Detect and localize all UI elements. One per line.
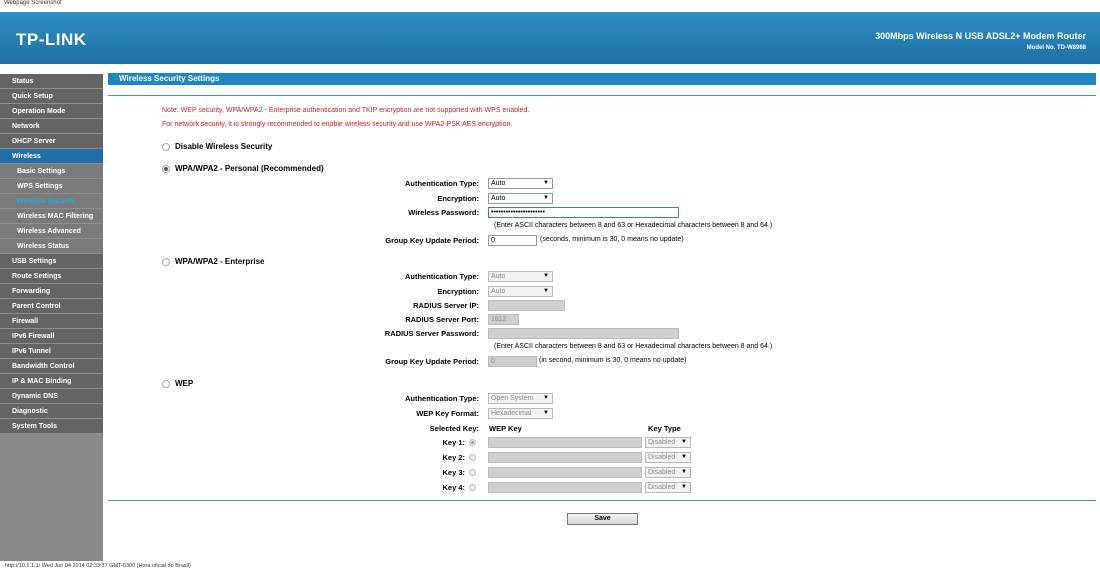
- sidebar-item-operation-mode[interactable]: Operation Mode: [0, 104, 103, 119]
- key2-label: Key 2:: [442, 453, 465, 462]
- enterprise-auth-label: Authentication Type:: [404, 272, 479, 281]
- personal-gk-label: Group Key Update Period:: [385, 236, 479, 245]
- wep-auth-label: Authentication Type:: [404, 394, 479, 403]
- sidebar-item-wireless-security[interactable]: Wireless Security: [0, 194, 103, 209]
- key4-label: Key 4:: [442, 483, 465, 492]
- sidebar-item-route-settings[interactable]: Route Settings: [0, 269, 103, 284]
- sidebar-item-parent-control[interactable]: Parent Control: [0, 299, 103, 314]
- dropdown-arrow-icon: ▼: [543, 288, 549, 294]
- header: [0, 12, 1100, 64]
- key1-label: Key 1:: [442, 438, 465, 447]
- personal-enc-select[interactable]: [488, 193, 553, 204]
- key3-type-select[interactable]: [645, 467, 691, 478]
- enterprise-auth-value: Auto: [491, 273, 506, 280]
- key4-type-value: Disabled: [648, 484, 676, 491]
- sidebar-item-dynamic-dns[interactable]: Dynamic DNS: [0, 389, 103, 404]
- wep-key-header: WEP Key: [489, 424, 522, 433]
- sidebar-item-wireless-mac-filtering[interactable]: Wireless MAC Filtering: [0, 209, 103, 224]
- personal-gk-hint: (seconds, minimum is 30, 0 means no update): [540, 236, 684, 243]
- sidebar-item-wireless[interactable]: Wireless: [0, 149, 103, 164]
- sidebar-item-ipv6-tunnel[interactable]: IPv6 Tunnel: [0, 344, 103, 359]
- sidebar-item-status[interactable]: Status: [0, 74, 103, 89]
- sidebar-item-firewall[interactable]: Firewall: [0, 314, 103, 329]
- tp-link-logo: TP-LINK: [16, 30, 87, 49]
- dropdown-arrow-icon: ▼: [543, 273, 549, 279]
- selected-key-label: Selected Key:: [429, 424, 479, 433]
- security-recommendation: For network security, it is strongly recommended to enable wireless security and use WPA2-PSK AES encryption.: [162, 121, 513, 128]
- wpa-enterprise-radio[interactable]: [162, 258, 170, 266]
- key3-radio[interactable]: [469, 469, 476, 476]
- dropdown-arrow-icon: ▼: [543, 195, 549, 201]
- radius-port-input[interactable]: 1812: [488, 314, 519, 325]
- disable-security-option[interactable]: [162, 142, 272, 151]
- wep-format-select[interactable]: [488, 408, 553, 419]
- personal-enc-value: Auto: [491, 195, 506, 202]
- top-divider: [108, 95, 1096, 96]
- save-button[interactable]: Save: [567, 513, 638, 525]
- enterprise-enc-select[interactable]: [488, 286, 553, 297]
- wps-note: Note: WEP security, WPA/WPA2 - Enterprise authentication and TKIP encryption are not supported with WPS enabled.: [162, 107, 530, 114]
- dropdown-arrow-icon: ▼: [681, 454, 687, 460]
- key1-type-select[interactable]: [645, 437, 691, 448]
- wep-auth-select[interactable]: [488, 393, 553, 404]
- enterprise-password-hint: (Enter ASCII characters between 8 and 63 or Hexadecimal characters between 8 and 64.): [494, 343, 773, 350]
- sidebar-item-basic-settings[interactable]: Basic Settings: [0, 164, 103, 179]
- sidebar-item-bandwidth-control[interactable]: Bandwidth Control: [0, 359, 103, 374]
- key1-type-value: Disabled: [648, 439, 676, 446]
- enterprise-gk-hint: (in second, minimum is 30, 0 means no update): [539, 357, 687, 364]
- sidebar-item-dhcp-server[interactable]: DHCP Server: [0, 134, 103, 149]
- key2-type-select[interactable]: [645, 452, 691, 463]
- key4-radio[interactable]: [469, 484, 476, 491]
- wpa-personal-option[interactable]: [162, 164, 324, 173]
- model-number: Model No. TD-W8968: [1026, 45, 1086, 51]
- disable-security-radio[interactable]: [162, 143, 170, 151]
- radius-password-label: RADIUS Server Password:: [384, 329, 479, 338]
- wireless-password-input[interactable]: ••••••••••••••••••••••: [488, 207, 679, 218]
- status-bar-url: http://10.1.1.1/ Wed Jun 04 2014 02:33:37 GMT-0300 (Hora oficial do Brasil): [5, 563, 191, 569]
- key2-type-value: Disabled: [648, 454, 676, 461]
- sidebar-item-ip-mac-binding[interactable]: IP & MAC Binding: [0, 374, 103, 389]
- key3-label: Key 3:: [442, 468, 465, 477]
- personal-password-hint: (Enter ASCII characters between 8 and 63 or Hexadecimal characters between 8 and 64.): [494, 222, 773, 229]
- dropdown-arrow-icon: ▼: [543, 410, 549, 416]
- personal-auth-select[interactable]: [488, 178, 553, 189]
- dropdown-arrow-icon: ▼: [681, 484, 687, 490]
- sidebar-item-system-tools[interactable]: System Tools: [0, 419, 103, 434]
- enterprise-gk-input[interactable]: 0: [488, 356, 537, 367]
- dropdown-arrow-icon: ▼: [681, 439, 687, 445]
- dropdown-arrow-icon: ▼: [543, 180, 549, 186]
- personal-auth-value: Auto: [491, 180, 506, 187]
- key2-input[interactable]: [488, 452, 642, 463]
- key1-input[interactable]: [488, 437, 642, 448]
- wep-format-label: WEP Key Format:: [416, 409, 479, 418]
- wep-label: WEP: [175, 379, 194, 388]
- wpa-enterprise-label: WPA/WPA2 - Enterprise: [175, 257, 265, 266]
- enterprise-gk-label: Group Key Update Period:: [385, 357, 479, 366]
- wireless-password-label: Wireless Password:: [408, 208, 479, 217]
- wpa-personal-label: WPA/WPA2 - Personal (Recommended): [175, 164, 324, 173]
- sidebar-item-wps-settings[interactable]: WPS Settings: [0, 179, 103, 194]
- sidebar-item-forwarding[interactable]: Forwarding: [0, 284, 103, 299]
- key1-radio[interactable]: [469, 439, 476, 446]
- key3-type-value: Disabled: [648, 469, 676, 476]
- sidebar-item-wireless-status[interactable]: Wireless Status: [0, 239, 103, 254]
- wep-radio[interactable]: [162, 380, 170, 388]
- radius-ip-input[interactable]: [488, 300, 565, 311]
- wep-format-value: Hexadecimal: [491, 410, 532, 417]
- dropdown-arrow-icon: ▼: [543, 395, 549, 401]
- personal-gk-input[interactable]: 0: [488, 235, 537, 246]
- key4-input[interactable]: [488, 482, 642, 493]
- sidebar-item-network[interactable]: Network: [0, 119, 103, 134]
- disable-security-label: Disable Wireless Security: [175, 142, 273, 151]
- dropdown-arrow-icon: ▼: [681, 469, 687, 475]
- page-caption: Webpage Screenshot: [4, 0, 62, 6]
- bottom-divider: [108, 500, 1096, 501]
- page-title: Wireless Security Settings: [108, 73, 1096, 85]
- key3-input[interactable]: [488, 467, 642, 478]
- radius-ip-label: RADIUS Server IP:: [413, 301, 479, 310]
- sidebar-item-diagnostic[interactable]: Diagnostic: [0, 404, 103, 419]
- sidebar-item-quick-setup[interactable]: Quick Setup: [0, 89, 103, 104]
- sidebar-item-wireless-advanced[interactable]: Wireless Advanced: [0, 224, 103, 239]
- radius-password-input[interactable]: [488, 328, 679, 339]
- personal-auth-label: Authentication Type:: [404, 179, 479, 188]
- wep-option[interactable]: [162, 379, 193, 388]
- enterprise-enc-label: Encryption:: [437, 287, 479, 296]
- wpa-personal-radio[interactable]: [162, 165, 170, 173]
- sidebar: [0, 74, 103, 561]
- radius-port-label: RADIUS Server Port:: [405, 315, 479, 324]
- sidebar-item-usb-settings[interactable]: USB Settings: [0, 254, 103, 269]
- enterprise-enc-value: Auto: [491, 288, 506, 295]
- wpa-enterprise-option[interactable]: [162, 257, 265, 266]
- key-type-header: Key Type: [648, 424, 681, 433]
- key2-radio[interactable]: [469, 454, 476, 461]
- personal-enc-label: Encryption:: [437, 194, 479, 203]
- sidebar-item-ipv6-firewall[interactable]: IPv6 Firewall: [0, 329, 103, 344]
- enterprise-auth-select[interactable]: [488, 271, 553, 282]
- product-name: 300Mbps Wireless N USB ADSL2+ Modem Router: [875, 31, 1086, 41]
- key4-type-select[interactable]: [645, 482, 691, 493]
- wep-auth-value: Open System: [491, 395, 534, 402]
